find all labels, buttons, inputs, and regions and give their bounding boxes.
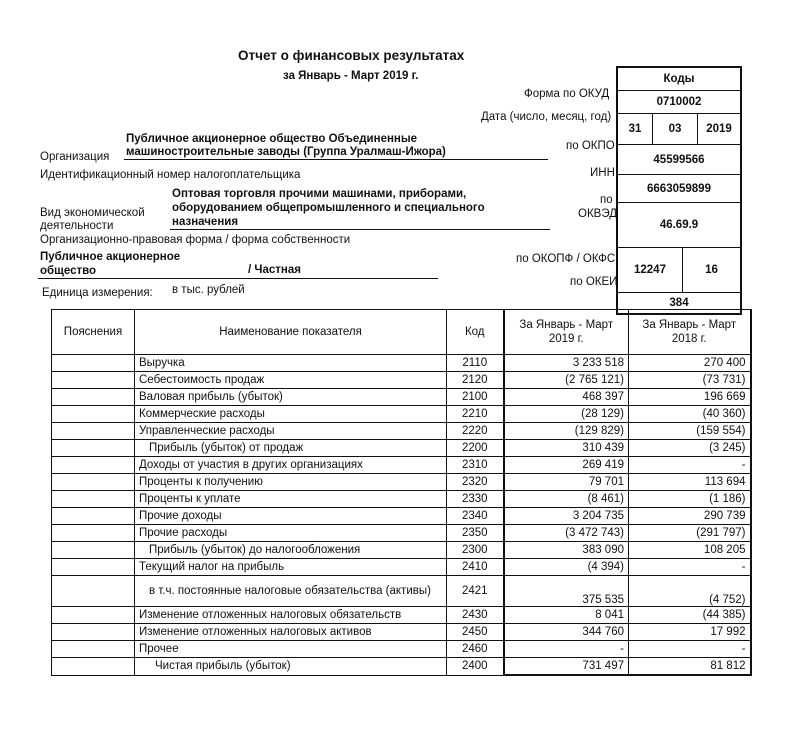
okved-label-2: ОКВЭД — [578, 208, 617, 220]
row-name: Изменение отложенных налоговых активов — [135, 624, 447, 641]
row-current: 310 439 — [504, 440, 629, 457]
row-current: (28 129) — [504, 406, 629, 423]
header-name: Наименование показателя — [135, 310, 447, 355]
row-current: 731 497 — [504, 658, 629, 676]
row-name: Управленческие расходы — [135, 423, 447, 440]
ownership-value: / Частная — [248, 264, 301, 276]
table-row — [52, 542, 751, 559]
notes-cell — [52, 525, 135, 542]
okopf-value: 12247 — [618, 248, 683, 292]
okved-label-1: по — [600, 194, 613, 206]
row-current: 8 041 — [504, 607, 629, 624]
row-current: 79 701 — [504, 474, 629, 491]
notes-cell — [52, 508, 135, 525]
row-current: (2 765 121) — [504, 372, 629, 389]
row-name: Доходы от участия в других организациях — [135, 457, 447, 474]
row-previous: - — [629, 457, 751, 474]
row-current: 383 090 — [504, 542, 629, 559]
row-previous: 290 739 — [629, 508, 751, 525]
row-previous: (291 797) — [629, 525, 751, 542]
codes-box — [616, 66, 742, 315]
notes-cell — [52, 423, 135, 440]
activity-label-2: деятельности — [40, 220, 114, 232]
legal-form-line-1: Публичное акционерное — [40, 251, 181, 263]
okud-value: 0710002 — [618, 91, 740, 114]
row-code: 2300 — [447, 542, 504, 559]
row-previous: 270 400 — [629, 355, 751, 372]
row-code: 2200 — [447, 440, 504, 457]
unit-value: в тыс. рублей — [172, 284, 245, 296]
header-current: За Январь - Март 2019 г. — [504, 310, 629, 355]
okpo-value: 45599566 — [618, 145, 740, 175]
notes-cell — [52, 658, 135, 676]
legal-form-underline — [38, 278, 438, 279]
row-name: Текущий налог на прибыль — [135, 559, 447, 576]
row-code: 2210 — [447, 406, 504, 423]
row-previous: (73 731) — [629, 372, 751, 389]
activity-label-1: Вид экономической — [40, 207, 145, 219]
notes-cell — [52, 491, 135, 508]
row-current: 269 419 — [504, 457, 629, 474]
row-code: 2410 — [447, 559, 504, 576]
row-previous: 17 992 — [629, 624, 751, 641]
row-current: 468 397 — [504, 389, 629, 406]
row-name: Чистая прибыль (убыток) — [135, 658, 447, 676]
okud-label: Форма по ОКУД — [524, 88, 610, 100]
row-current: 3 233 518 — [504, 355, 629, 372]
row-previous: (159 554) — [629, 423, 751, 440]
inn-label: ИНН — [590, 167, 615, 179]
notes-cell — [52, 641, 135, 658]
row-current: - — [504, 641, 629, 658]
table-row — [52, 624, 751, 641]
notes-cell — [52, 474, 135, 491]
table-row — [52, 658, 751, 676]
table-row — [52, 607, 751, 624]
table-row — [52, 491, 751, 508]
okopf-row — [618, 248, 740, 293]
row-current: 344 760 — [504, 624, 629, 641]
row-code: 2100 — [447, 389, 504, 406]
table-row — [52, 440, 751, 457]
notes-cell — [52, 457, 135, 474]
notes-cell — [52, 576, 135, 607]
row-code: 2350 — [447, 525, 504, 542]
date-label: Дата (число, месяц, год) — [481, 111, 612, 123]
org-name-line-2: машиностроительные заводы (Группа Уралмаш-Ижора) — [126, 146, 446, 158]
date-day: 31 — [618, 114, 653, 144]
row-current: (129 829) — [504, 423, 629, 440]
row-code: 2450 — [447, 624, 504, 641]
row-previous: 196 669 — [629, 389, 751, 406]
activity-underline — [170, 229, 550, 230]
row-code: 2310 — [447, 457, 504, 474]
row-code: 2430 — [447, 607, 504, 624]
codes-header: Коды — [618, 68, 740, 91]
row-current: 375 535 — [504, 576, 629, 607]
okei-value: 384 — [669, 297, 689, 309]
row-name: в т.ч. постоянные налоговые обязательства (активы) — [135, 576, 447, 607]
table-row — [52, 372, 751, 389]
table-row — [52, 355, 751, 372]
row-code: 2120 — [447, 372, 504, 389]
notes-cell — [52, 559, 135, 576]
notes-cell — [52, 440, 135, 457]
row-current: (8 461) — [504, 491, 629, 508]
row-code: 2340 — [447, 508, 504, 525]
row-code: 2110 — [447, 355, 504, 372]
date-row — [618, 114, 740, 145]
report-period: за Январь - Март 2019 г. — [283, 70, 419, 82]
row-name: Валовая прибыль (убыток) — [135, 389, 447, 406]
notes-cell — [52, 542, 135, 559]
table-row — [52, 457, 751, 474]
row-name: Проценты к уплате — [135, 491, 447, 508]
org-name-line-1: Публичное акционерное общество Объединенные — [126, 133, 418, 145]
notes-cell — [52, 607, 135, 624]
table-row — [52, 406, 751, 423]
unit-label: Единица измерения: — [42, 287, 153, 299]
activity-line-2: оборудованием общепромышленного и специального — [172, 202, 485, 214]
inn-title: Идентификационный номер налогоплательщика — [40, 169, 301, 181]
inn-value: 6663059899 — [618, 175, 740, 203]
header-notes: Пояснения — [52, 310, 135, 355]
header-previous: За Январь - Март 2018 г. — [629, 310, 751, 355]
notes-cell — [52, 406, 135, 423]
row-name: Выручка — [135, 355, 447, 372]
table-row — [52, 641, 751, 658]
notes-cell — [52, 355, 135, 372]
financial-results-table — [51, 309, 752, 676]
row-name: Себестоимость продаж — [135, 372, 447, 389]
table-row — [52, 474, 751, 491]
legal-form-line-2: общество — [40, 265, 97, 277]
table-header-row — [52, 310, 751, 355]
row-previous: (40 360) — [629, 406, 751, 423]
org-label: Организация — [40, 151, 110, 163]
table-row — [52, 559, 751, 576]
okpo-label: по ОКПО — [566, 140, 615, 152]
row-code: 2460 — [447, 641, 504, 658]
table-row — [52, 508, 751, 525]
row-code: 2421 — [447, 576, 504, 607]
row-name: Изменение отложенных налоговых обязательств — [135, 607, 447, 624]
row-current: (4 394) — [504, 559, 629, 576]
row-current: 3 204 735 — [504, 508, 629, 525]
row-previous: 81 812 — [629, 658, 751, 676]
table-row — [52, 576, 751, 607]
row-previous: 108 205 — [629, 542, 751, 559]
row-previous: - — [629, 559, 751, 576]
table-row — [52, 525, 751, 542]
row-current: (3 472 743) — [504, 525, 629, 542]
row-code: 2320 — [447, 474, 504, 491]
okved-value: 46.69.9 — [618, 203, 740, 248]
notes-cell — [52, 372, 135, 389]
row-name: Прочее — [135, 641, 447, 658]
org-underline — [124, 159, 548, 160]
header-code: Код — [447, 310, 504, 355]
row-name: Прибыль (убыток) до налогообложения — [135, 542, 447, 559]
activity-line-3: назначения — [172, 216, 239, 228]
row-name: Прибыль (убыток) от продаж — [135, 440, 447, 457]
date-month: 03 — [653, 114, 698, 144]
row-previous: (44 385) — [629, 607, 751, 624]
row-name: Прочие доходы — [135, 508, 447, 525]
okei-label: по ОКЕИ — [570, 276, 618, 288]
row-code: 2400 — [447, 658, 504, 676]
table-row — [52, 423, 751, 440]
okopf-label: по ОКОПФ / ОКФС — [516, 253, 616, 265]
row-previous: 113 694 — [629, 474, 751, 491]
row-previous: (1 186) — [629, 491, 751, 508]
row-previous: (3 245) — [629, 440, 751, 457]
report-title: Отчет о финансовых результатах — [238, 48, 465, 63]
row-name: Прочие расходы — [135, 525, 447, 542]
row-name: Коммерческие расходы — [135, 406, 447, 423]
table-row — [52, 389, 751, 406]
row-name: Проценты к получению — [135, 474, 447, 491]
activity-line-1: Оптовая торговля прочими машинами, приборами, — [172, 188, 467, 200]
row-previous: (4 752) — [629, 576, 751, 607]
row-code: 2330 — [447, 491, 504, 508]
okfs-value: 16 — [705, 264, 718, 276]
notes-cell — [52, 389, 135, 406]
notes-cell — [52, 624, 135, 641]
row-code: 2220 — [447, 423, 504, 440]
date-year: 2019 — [706, 123, 732, 135]
legal-form-label: Организационно-правовая форма / форма собственности — [40, 234, 351, 246]
row-previous: - — [629, 641, 751, 658]
